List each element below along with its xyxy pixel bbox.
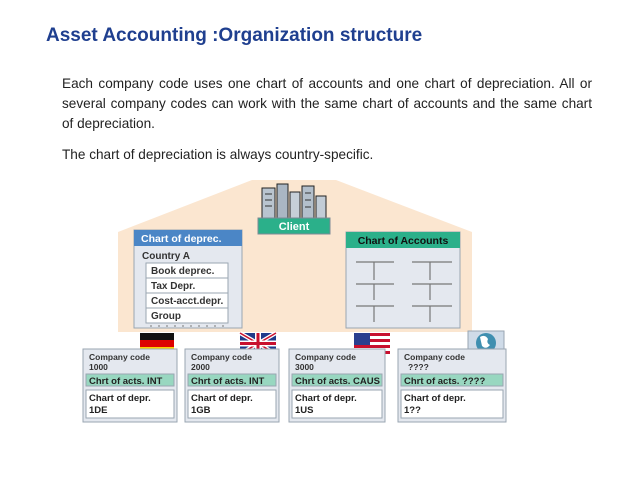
deprec-item: Cost-acct.depr. bbox=[151, 296, 224, 307]
chart-accounts-header: Chart of Accounts bbox=[357, 235, 449, 247]
deprec-item: Book deprec. bbox=[151, 266, 215, 277]
company-code-box bbox=[185, 349, 279, 422]
company-code-box bbox=[289, 349, 385, 422]
deprec-item: Group bbox=[151, 311, 181, 322]
chart-of-depr-label: Chart of depr. bbox=[191, 393, 253, 404]
country-label: Country A bbox=[142, 251, 190, 262]
company-code-number: 3000 bbox=[295, 362, 314, 372]
company-code-number: 1000 bbox=[89, 362, 108, 372]
chart-of-depr-label: Chart of depr. bbox=[404, 393, 466, 404]
chart-of-depr-value: 1US bbox=[295, 405, 314, 416]
company-code-label: Company code bbox=[295, 352, 356, 362]
chart-of-accounts-value: Chrt of acts. ???? bbox=[404, 376, 486, 387]
company-code-box bbox=[398, 349, 506, 422]
chart-of-depr-value: 1DE bbox=[89, 405, 108, 416]
company-code-box bbox=[83, 349, 177, 422]
intro-paragraph: Each company code uses one chart of accounts and one chart of depreciation. All or several company codes can work with the same chart of accounts and the same chart of depreciation. bbox=[62, 76, 592, 131]
client-node bbox=[258, 218, 330, 234]
country-specific-note: The chart of depreciation is always country-specific. bbox=[62, 147, 374, 162]
deprec-item: Tax Depr. bbox=[151, 281, 196, 292]
chart-deprec-header: Chart of deprec. bbox=[141, 233, 222, 245]
client-label: Client bbox=[278, 221, 310, 233]
company-code-label: Company code bbox=[404, 352, 465, 362]
chart-of-depr-value: 1?? bbox=[404, 405, 421, 416]
company-code-label: Company code bbox=[191, 352, 252, 362]
chart-of-depr-value: 1GB bbox=[191, 405, 211, 416]
chart-of-depreciation-panel bbox=[134, 230, 242, 328]
company-code-number: ???? bbox=[408, 362, 429, 372]
chart-of-depr-label: Chart of depr. bbox=[89, 393, 151, 404]
chart-of-accounts-value: Chrt of acts. INT bbox=[89, 376, 163, 387]
page-title: Asset Accounting :Organization structure bbox=[46, 25, 423, 46]
chart-of-accounts-value: Chrt of acts. CAUS bbox=[295, 376, 380, 387]
company-code-label: Company code bbox=[89, 352, 150, 362]
chart-of-depr-label: Chart of depr. bbox=[295, 393, 357, 404]
company-code-number: 2000 bbox=[191, 362, 210, 372]
chart-of-accounts-panel bbox=[346, 232, 460, 328]
chart-of-accounts-value: Chrt of acts. INT bbox=[191, 376, 265, 387]
